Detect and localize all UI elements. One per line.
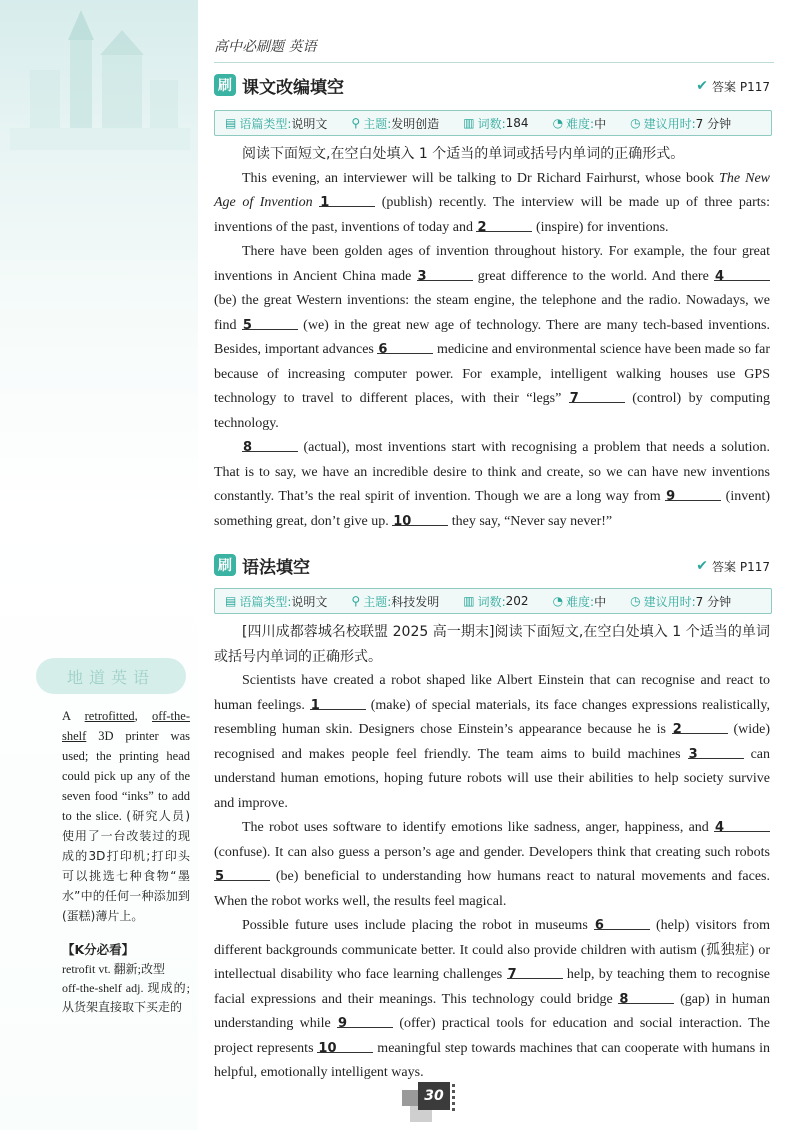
section2-paragraph-2: The robot uses software to identify emotions like sadness, anger, happiness, and 4 (confuse). It can also guess a person’s age and gender. Developers think that creating such robots 5 (be) beneficial to understanding how humans react to natural movements and faces. When the robot works well, the results feel magical. [214, 816, 770, 914]
clock-icon: ◷ [630, 594, 641, 608]
section2-paragraph-1: Scientists have created a robot shaped like Albert Einstein that can recognise and react to human feelings. 1 (make) of special materials, its face changes expressions realistically, resembling human skin. Designers chose Einstein’s appearance because he is 2 (wide) recognised and makes people feel friendly. The team aims to build machines 3 can understand human emotions, hoping future robots will use their abilities to help society survive and improve. [214, 673, 771, 811]
check-icon: ✔ [696, 78, 709, 94]
section1-badge: 刷 [214, 74, 236, 96]
sidebar-note: A retrofitted, off-the-shelf 3D printer was used; the printing head could pick up any of the seven food “inks” to add to the slice. (研究人员)使用了一台改装过的现成的3D打印机;打印头可以挑选七种食物“墨水”中的任何一种添加到(蛋糕)薄片上。 【K分必看】 retrofit vt. 翻新;改型 off-the-shelf adj. 现成的;从货架直接取下买走的 [62, 706, 190, 1017]
k-line-1: retrofit vt. 翻新;改型 [62, 962, 165, 976]
blank-8[interactable]: 8 [242, 436, 298, 452]
section1-info-bar [214, 110, 772, 136]
section1-paragraph-2: There have been golden ages of invention throughout history. For example, the four great inventions in Ancient China made 3 great difference to the world. And there 4 (be) the great Western inventions: the steam engine, the telephone and the radio. Nowadays, we find 5 (we) in the great new age of technology. There are many tech-based inventions. Besides, important advances 6 medicine and environmental science have been made so far because of increasing computer power. For example, intelligent walking houses use GPS technology to travel to different places, with their “legs” 7 (control) by computing technology. [214, 244, 770, 431]
page-number-dots [452, 1084, 455, 1114]
info-wordcount: ▥ 词数: 184 [463, 116, 529, 131]
section2-info-bar [214, 588, 772, 614]
blank-10[interactable]: 10 [317, 1037, 373, 1053]
book-icon: ▥ [463, 116, 475, 130]
blank-9[interactable]: 9 [665, 485, 721, 501]
page-number: 30 [418, 1082, 450, 1110]
info-type: ▤ 语篇类型: 说明文 [225, 594, 328, 609]
section2-passage [214, 620, 770, 1086]
info-topic: ⚲ 主题: 发明创造 [351, 116, 440, 131]
section2-title-text: 语法填空 [242, 557, 310, 578]
page-header [214, 36, 774, 62]
info-time: ◷ 建议用时: 7 分钟 [630, 116, 732, 131]
section2-paragraph-3: Possible future uses include placing the robot in museums 6 (help) visitors from different backgrounds communicate better. It could also provide children with autism (孤独症) or intellectual disability who face learning challenges 7 help, by teaching them to recognise facial expressions and their meanings. This technology could bridge 8 (gap) in human understanding while 9 (offer) practical tools for education and social interaction. The project represents 10 meaningful step towards machines that can cooperate with humans in helpful, emotionally intelligent ways. [214, 914, 770, 1086]
blank-7[interactable]: 7 [569, 387, 625, 403]
blank-9[interactable]: 9 [337, 1012, 393, 1028]
blank-4[interactable]: 4 [714, 816, 770, 832]
section1-paragraph-3: 8 (actual), most inventions start with recognising a problem that needs a solution. That is to say, we have an incredible desire to think and create, so we can have new inventions constantly. That’s the real spirit of invention. Though we are a long way from 9 (invent) something great, don’t give up. 10 they say, “Never say never!” [214, 436, 770, 534]
blank-5[interactable]: 5 [242, 314, 298, 330]
section1-answer-ref[interactable] [696, 76, 770, 96]
info-difficulty: ◔ 难度: 中 [552, 116, 607, 131]
blank-4[interactable]: 4 [714, 265, 770, 281]
blank-3[interactable]: 3 [688, 743, 744, 759]
blank-1[interactable]: 1 [310, 694, 366, 710]
search-icon: ⚲ [351, 116, 361, 130]
section2-instruction: [四川成都蓉城名校联盟 2025 高一期末]阅读下面短文,在空白处填入 1 个适当的单词或括号内单词的正确形式。 [214, 624, 770, 665]
info-topic: ⚲ 主题: 科技发明 [351, 594, 440, 609]
blank-2[interactable]: 2 [476, 216, 532, 232]
blank-8[interactable]: 8 [618, 988, 674, 1004]
blank-10[interactable]: 10 [392, 510, 448, 526]
blank-1[interactable]: 1 [319, 191, 375, 207]
section1-passage [214, 142, 770, 534]
blank-5[interactable]: 5 [214, 865, 270, 881]
clock-icon: ◷ [630, 116, 641, 130]
gauge-icon: ◔ [552, 594, 564, 608]
blank-7[interactable]: 7 [507, 963, 563, 979]
page-header-title: 高中必刷题 英语 [214, 39, 317, 55]
k-section-title: 【K分必看】 [62, 942, 135, 957]
book-icon: ▥ [463, 594, 475, 608]
blank-2[interactable]: 2 [672, 718, 728, 734]
section1-paragraph-1: This evening, an interviewer will be talking to Dr Richard Fairhurst, whose book The New Age of Invention 1 (publish) recently. The interview will be made up of three parts: inventions of the past, inventions of today and 2 (inspire) for inventions. [214, 170, 770, 235]
section2-title [214, 552, 310, 578]
section1-instruction: 阅读下面短文,在空白处填入 1 个适当的单词或括号内单词的正确形式。 [242, 146, 685, 162]
info-wordcount: ▥ 词数: 202 [463, 594, 529, 609]
page-number-decoration [402, 1090, 418, 1106]
k-line-2: off-the-shelf adj. 现成的;从货架直接取下买走的 [62, 981, 190, 1014]
info-difficulty: ◔ 难度: 中 [552, 594, 607, 609]
info-type: ▤ 语篇类型: 说明文 [225, 116, 328, 131]
section2-answer-text: 答案 P117 [712, 559, 770, 574]
header-divider [214, 62, 774, 63]
gauge-icon: ◔ [552, 116, 564, 130]
document-icon: ▤ [225, 116, 237, 130]
info-time: ◷ 建议用时: 7 分钟 [630, 594, 732, 609]
castle-illustration-icon [10, 0, 190, 150]
search-icon: ⚲ [351, 594, 361, 608]
sidebar-badge: 地道英语 [36, 658, 186, 694]
section1-answer-text: 答案 P117 [712, 79, 770, 94]
blank-3[interactable]: 3 [417, 265, 473, 281]
section2-answer-ref[interactable] [696, 556, 770, 576]
section1-title [214, 72, 344, 98]
section2-badge: 刷 [214, 554, 236, 576]
blank-6[interactable]: 6 [594, 914, 650, 930]
blank-6[interactable]: 6 [377, 338, 433, 354]
section1-title-text: 课文改编填空 [242, 77, 344, 98]
check-icon: ✔ [696, 558, 709, 574]
document-icon: ▤ [225, 594, 237, 608]
